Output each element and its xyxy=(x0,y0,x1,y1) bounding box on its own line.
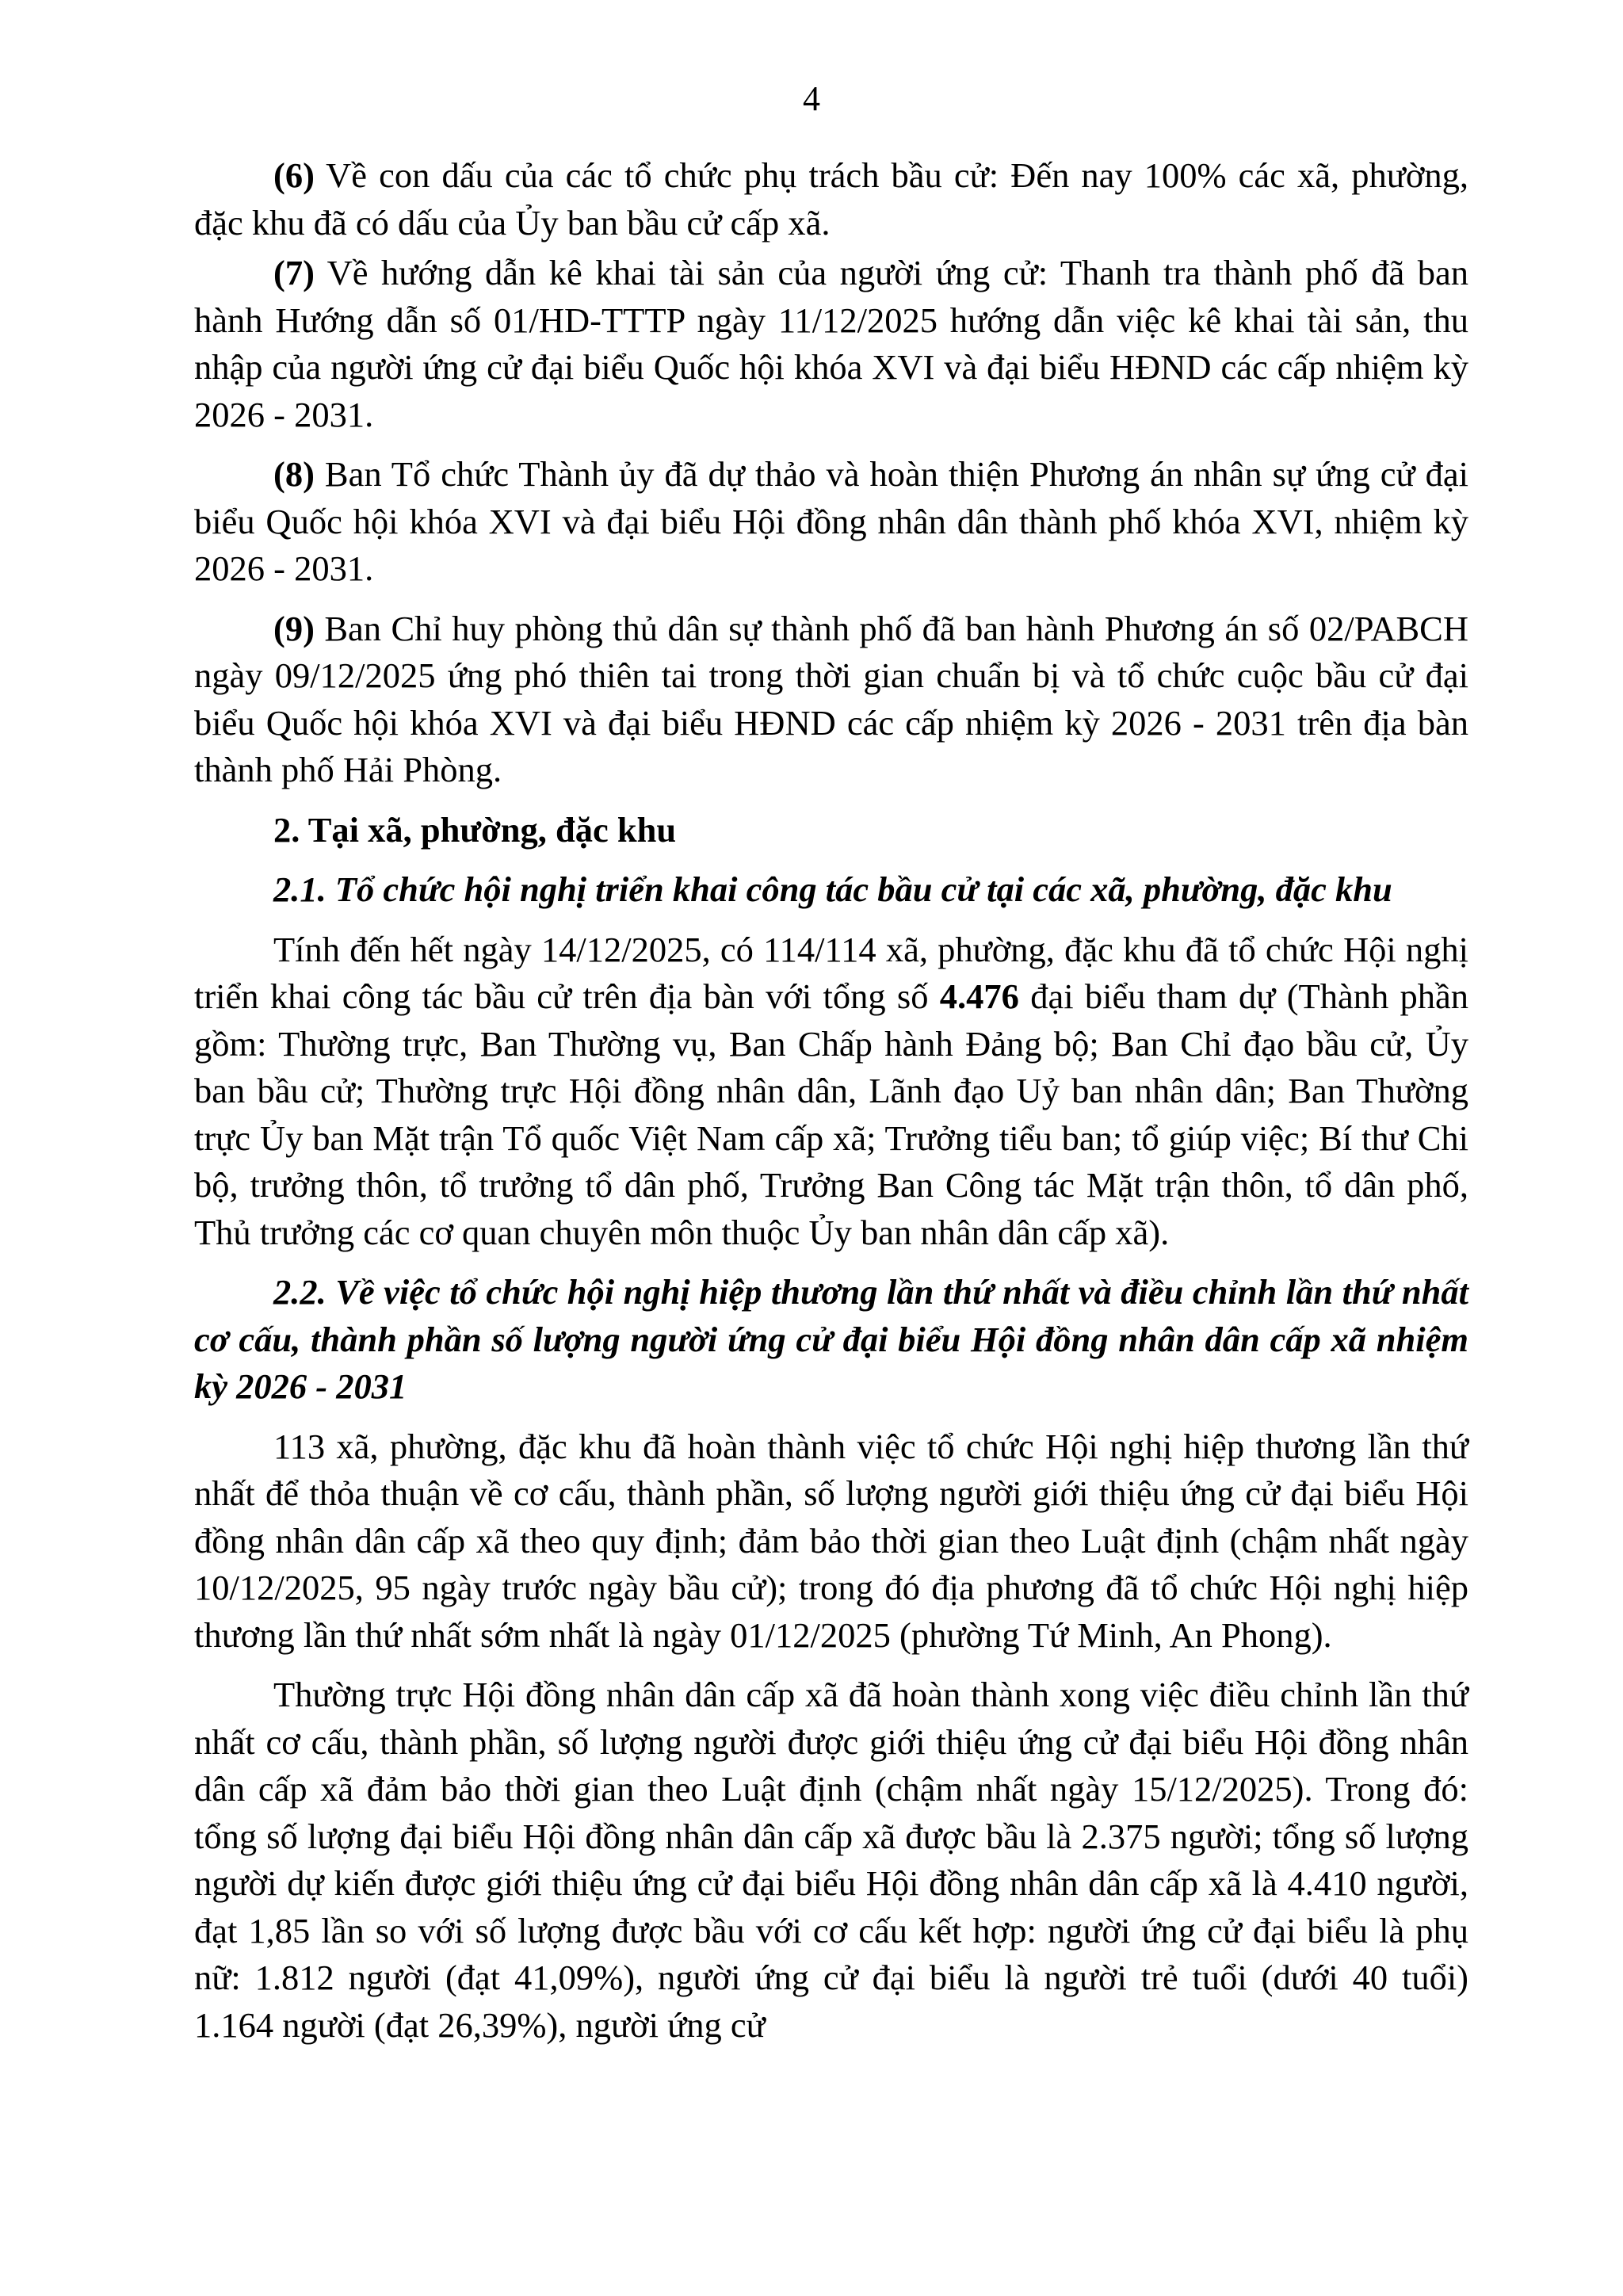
item-9-label: (9) xyxy=(273,608,315,648)
item-7-text: Về hướng dẫn kê khai tài sản của người ứng cử: Thanh tra thành phố đã ban hành Hướng dẫn số 01/HD-TTTP ngày 11/12/2025 hướng dẫn việc kê khai tài sản, thu nhập của người ứng cử đại biểu Quốc hội khóa XVI và đại biểu HĐND các cấp nhiệm kỳ 2026 - 2031. xyxy=(194,253,1468,434)
item-8-text: Ban Tổ chức Thành ủy đã dự thảo và hoàn thiện Phương án nhân sự ứng cử đại biểu Quốc hội khóa XVI và đại biểu Hội đồng nhân dân thành phố khóa XVI, nhiệm kỳ 2026 - 2031. xyxy=(194,454,1468,588)
item-9-paragraph xyxy=(194,606,1468,794)
section-2-1-text-start: Tính đến hết ngày 14/12/2025, có 114/114 xã, phường, đặc khu đã tổ chức Hội nghị triển khai công tác bầu cử trên địa bàn với tổng số xyxy=(194,929,1468,1016)
item-6-text: Về con dấu của các tổ chức phụ trách bầu cử: Đến nay 100% các xã, phường, đặc khu đã có dấu của Ủy ban bầu cử cấp xã. xyxy=(194,155,1468,243)
item-7-label: (7) xyxy=(273,253,315,292)
item-8-paragraph xyxy=(194,451,1468,593)
page-number: 4 xyxy=(803,79,820,118)
section-2-heading: 2. Tại xã, phường, đặc khu xyxy=(273,809,677,850)
item-6-label: (6) xyxy=(273,155,315,195)
section-2-2-paragraph-1: 113 xã, phường, đặc khu đã hoàn thành việc tổ chức Hội nghị hiệp thương lần thứ nhất để thỏa thuận về cơ cấu, thành phần, số lượng người giới thiệu ứng cử đại biểu Hội đồng nhân dân cấp xã theo quy định; đảm bảo thời gian theo Luật định (chậm nhất ngày 10/12/2025, 95 ngày trước ngày bầu cử); trong đó địa phương đã tổ chức Hội nghị hiệp thương lần thứ nhất sớm nhất là ngày 01/12/2025 (phường Tứ Minh, An Phong). xyxy=(194,1426,1468,1655)
section-2-2-paragraph-2: Thường trực Hội đồng nhân dân cấp xã đã hoàn thành xong việc điều chỉnh lần thứ nhất cơ cấu, thành phần, số lượng người được giới thiệu ứng cử đại biểu Hội đồng nhân dân cấp xã đảm bảo thời gian theo Luật định (chậm nhất ngày 15/12/2025). Trong đó: tổng số lượng đại biểu Hội đồng nhân dân cấp xã được bầu là 2.375 người; tổng số lượng người dự kiến được giới thiệu ứng cử đại biểu Hội đồng nhân dân cấp xã là 4.410 người, đạt 1,85 lần so với số lượng được bầu với cơ cấu kết hợp: người ứng cử đại biểu là phụ nữ: 1.812 người (đạt 41,09%), người ứng cử đại biểu là người trẻ tuổi (dưới 40 tuổi) 1.164 người (đạt 26,39%), người ứng cử xyxy=(194,1675,1468,2045)
item-7-paragraph xyxy=(194,250,1468,438)
item-6-paragraph xyxy=(194,152,1468,246)
item-9-text: Ban Chỉ huy phòng thủ dân sự thành phố đã ban hành Phương án số 02/PABCH ngày 09/12/2025 ứng phó thiên tai trong thời gian chuẩn bị và tổ chức cuộc bầu cử đại biểu Quốc hội khóa XVI và đại biểu HĐND các cấp nhiệm kỳ 2026 - 2031 trên địa bàn thành phố Hải Phòng. xyxy=(194,608,1468,789)
item-8-label: (8) xyxy=(273,454,315,494)
document-body xyxy=(194,152,1468,2061)
section-2-1-text-end: đại biểu tham dự (Thành phần gồm: Thường trực, Ban Thường vụ, Ban Chấp hành Đảng bộ; Ban Chỉ đạo bầu cử, Ủy ban bầu cử; Thường trực Hội đồng nhân dân, Lãnh đạo Uỷ ban nhân dân; Ban Thường trực Ủy ban Mặt trận Tổ quốc Việt Nam cấp xã; Trưởng tiểu ban; tổ giúp việc; Bí thư Chi bộ, trưởng thôn, tổ trưởng tổ dân phố, Trưởng Ban Công tác Mặt trận thôn, tổ dân phố, Thủ trưởng các cơ quan chuyên môn thuộc Ủy ban nhân dân cấp xã). xyxy=(194,976,1468,1252)
section-2-1-paragraph xyxy=(194,926,1468,1257)
section-2-1-heading: 2.1. Tổ chức hội nghị triển khai công tác bầu cử tại các xã, phường, đặc khu xyxy=(273,869,1392,909)
attendee-count: 4.476 xyxy=(939,976,1019,1016)
section-2-2-heading: 2.2. Về việc tổ chức hội nghị hiệp thương lần thứ nhất và điều chỉnh lần thứ nhất cơ cấu, thành phần số lượng người ứng cử đại biểu Hội đồng nhân dân cấp xã nhiệm kỳ 2026 - 2031 xyxy=(194,1272,1468,1406)
